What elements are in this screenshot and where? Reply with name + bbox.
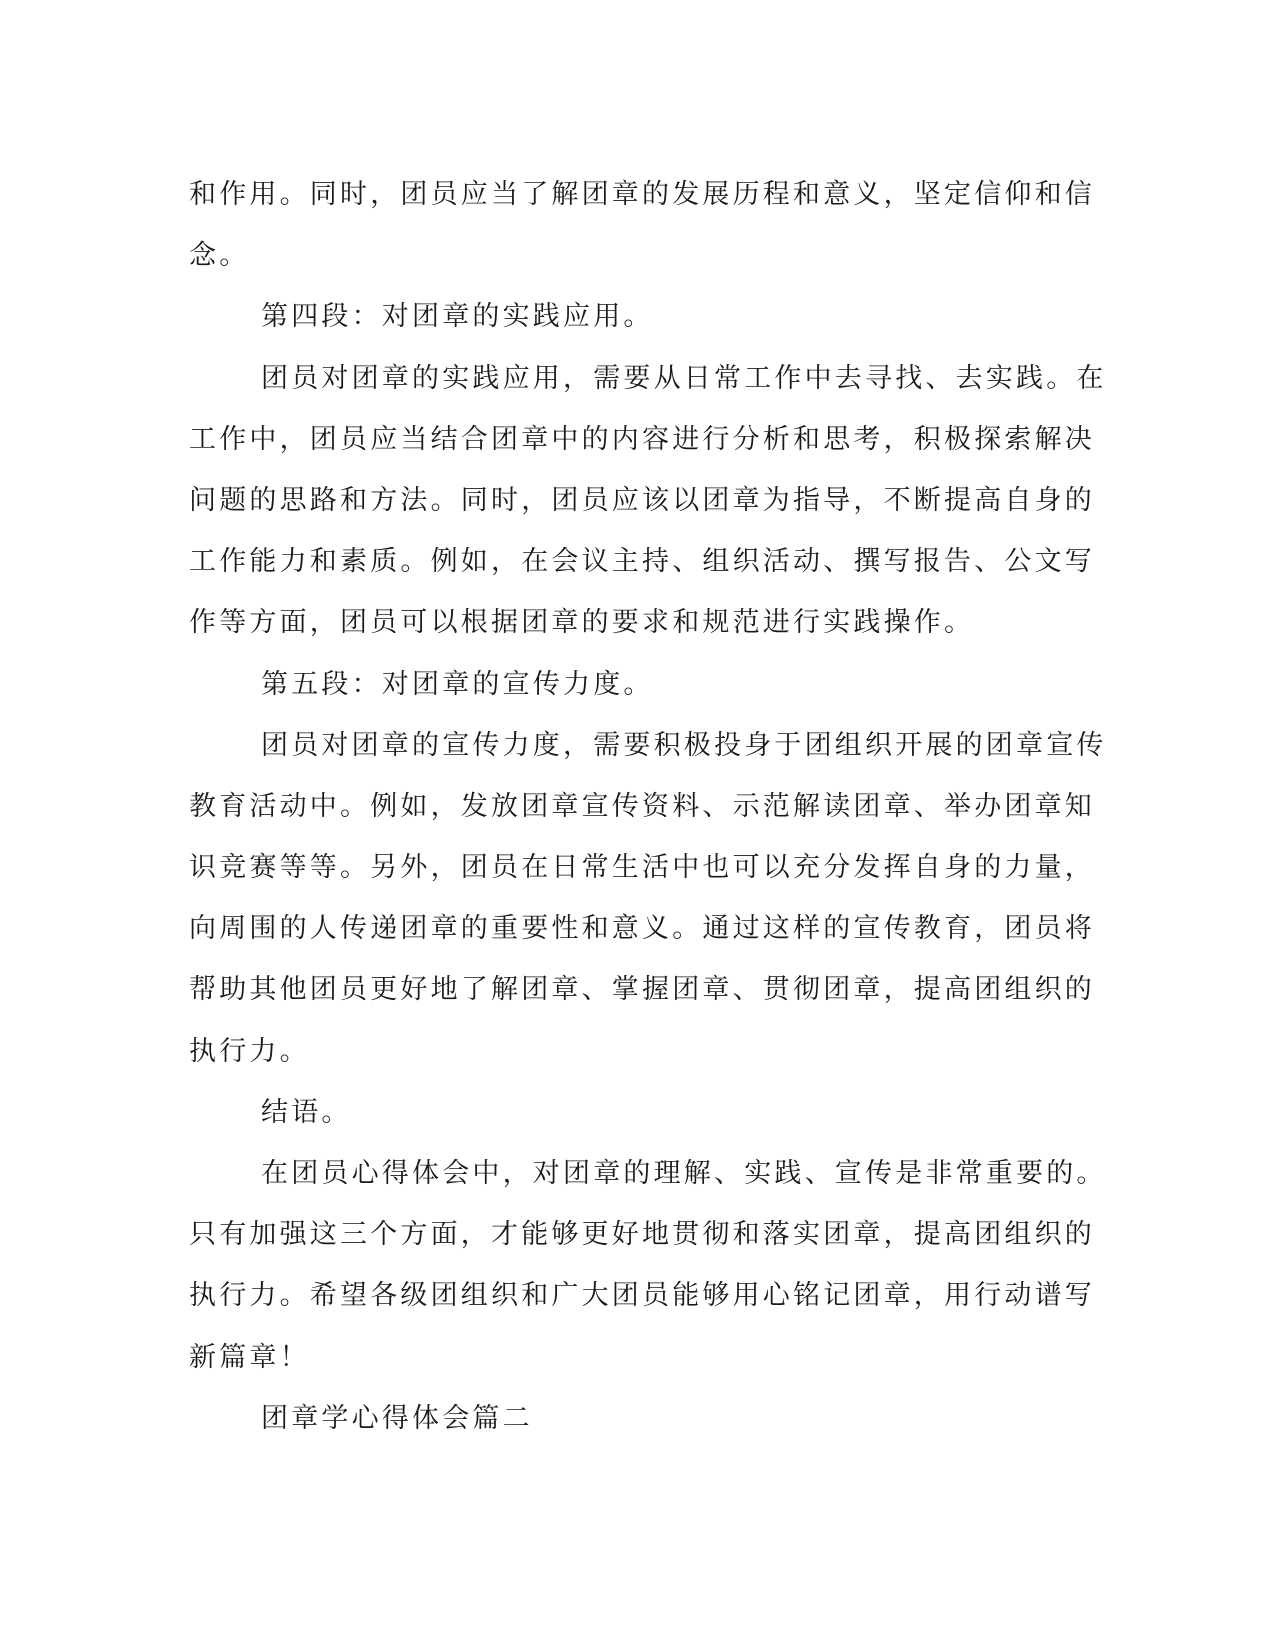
document-body: [189, 164, 1107, 1449]
text-line: 执行力。希望各级团组织和广大团员能够用心铭记团章，用行动谱写: [189, 1280, 1095, 1312]
section-heading-5: 第五段：对团章的宣传力度。: [261, 668, 654, 700]
text-line: 向周围的人传递团章的重要性和意义。通过这样的宣传教育，团员将: [189, 913, 1095, 945]
text-line: 工作中，团员应当结合团章中的内容进行分析和思考，积极探索解决: [189, 423, 1095, 455]
text-line: 新篇章！: [189, 1341, 310, 1373]
text-line: 团员对团章的宣传力度，需要积极投身于团组织开展的团章宣传: [261, 729, 1107, 761]
section-heading-4: 第四段：对团章的实践应用。: [261, 301, 654, 333]
text-line: 教育活动中。例如，发放团章宣传资料、示范解读团章、举办团章知: [189, 790, 1095, 822]
text-line: 作等方面，团员可以根据团章的要求和规范进行实践操作。: [189, 607, 975, 639]
text-line: 念。: [189, 240, 250, 272]
text-line: 和作用。同时，团员应当了解团章的发展历程和意义，坚定信仰和信: [189, 179, 1095, 210]
conclusion-heading: 结语。: [261, 1096, 352, 1128]
next-article-title: 团章学心得体会篇二: [261, 1402, 533, 1434]
text-line: 执行力。: [189, 1035, 310, 1067]
text-line: 问题的思路和方法。同时，团员应该以团章为指导，不断提高自身的: [189, 484, 1095, 516]
text-line: 只有加强这三个方面，才能够更好地贯彻和落实团章，提高团组织的: [189, 1219, 1095, 1251]
text-line: 在团员心得体会中，对团章的理解、实践、宣传是非常重要的。: [261, 1158, 1107, 1189]
text-line: 识竞赛等等。另外，团员在日常生活中也可以充分发挥自身的力量，: [189, 852, 1095, 884]
text-line: 帮助其他团员更好地了解团章、掌握团章、贯彻团章，提高团组织的: [189, 974, 1095, 1006]
text-line: 工作能力和素质。例如，在会议主持、组织活动、撰写报告、公文写: [189, 546, 1095, 578]
text-line: 团员对团章的实践应用，需要从日常工作中去寻找、去实践。在: [261, 362, 1107, 394]
